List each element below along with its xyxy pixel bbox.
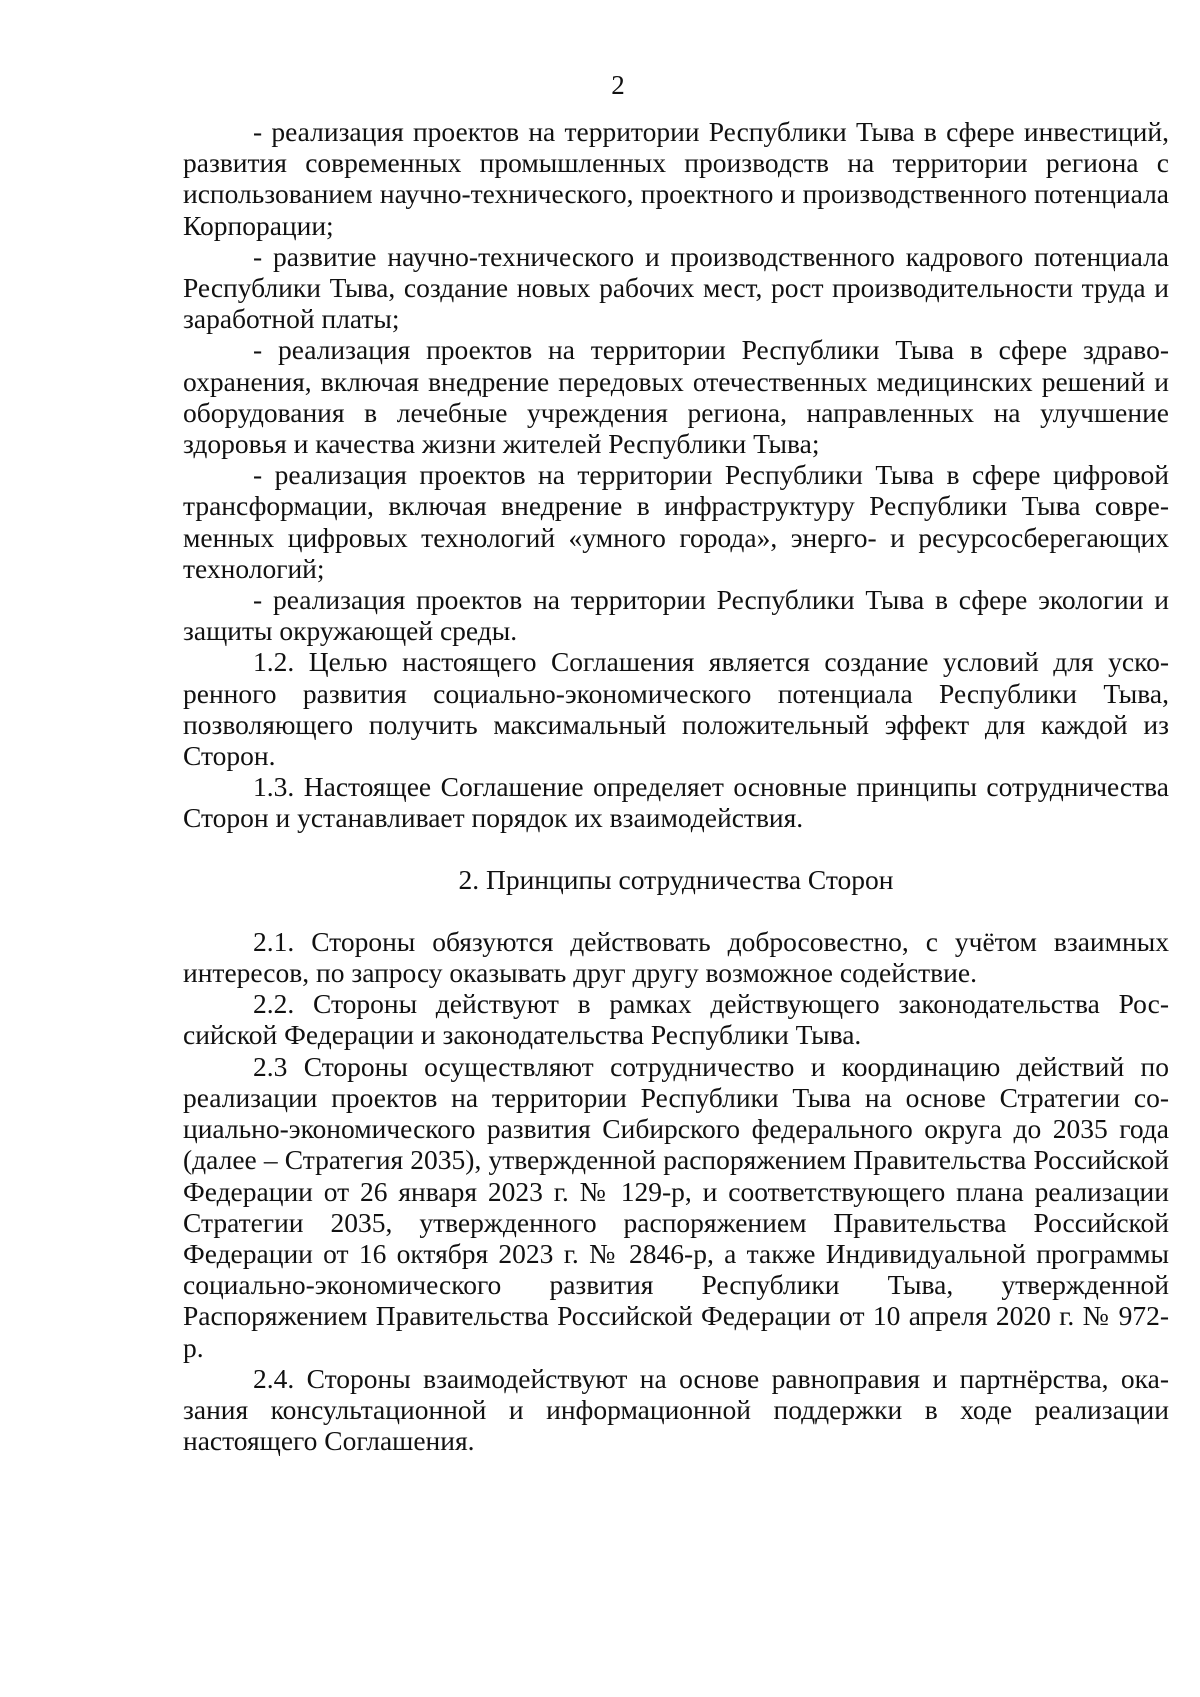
paragraph-investment-projects: - реализация проектов на территории Республики Тыва в сфере инвестиций, развития современных промышленных производств на территории региона с использованием научно-технического, проектного и производственного потенциала Корпорации; [183,116,1169,241]
section-2-heading: 2. Принципы сотрудничества Сторон [458,863,894,895]
paragraph-2-3: 2.3 Стороны осуществляют сотрудничество и координацию действий по реализации проектов на территории Республики Тыва на основе Стратегии социально-экономического развития Сибирского федерального округа до 2035 года (далее – Стратегия 2035), утвержденной распоряжением Правительства Российской Федерации от 26 января 2023 г. № 129-р, и соответствующего плана реализации Стратегии 2035, утвержденного распоряжением Правительства Российской Федерации от 16 октября 2023 г. № 2846-р, а также Индивидуальной программы социально-экономического развития Республики Тыва, утвержденной Распоряжением Правительства Российской Федерации от 10 апреля 2020 г. № 972-р. [183,1050,1169,1363]
page-number: 2 [611,70,625,100]
paragraph-1-2-goal: 1.2. Целью настоящего Соглашения является создание условий для ускоренного развития социально-экономического потенциала Республики Тыва, позволяющего получить максимальный положительный эффект для каждой из Сторон. [183,646,1169,772]
document-body [183,116,1169,1456]
paragraph-2-4: 2.4. Стороны взаимодействуют на основе равноправия и партнёрства, оказания консультационной и информационной поддержки в ходе реализации настоящего Соглашения. [183,1362,1169,1457]
paragraph-2-1: 2.1. Стороны обязуются действовать добросовестно, с учётом взаимных интересов, по запросу оказывать друг другу возможное содействие. [183,925,1169,989]
paragraph-digital-transformation: - реализация проектов на территории Республики Тыва в сфере цифровой трансформации, включая внедрение в инфраструктуру Республики Тыва современных цифровых технологий «умного города», энерго- и ресурсосберегающих технологий; [183,459,1169,584]
paragraph-2-2: 2.2. Стороны действуют в рамках действующего законодательства Российской Федерации и законодательства Республики Тыва. [183,988,1169,1051]
paragraph-ecology-projects: - реализация проектов на территории Республики Тыва в сфере экологии и защиты окружающей среды. [183,584,1169,647]
paragraph-personnel-potential: - развитие научно-технического и производственного кадрового потенциала Республики Тыва, создание новых рабочих мест, рост производительности труда и заработной платы; [183,240,1169,335]
paragraph-1-3-principles: 1.3. Настоящее Соглашение определяет основные принципы сотрудничества Сторон и устанавливает порядок их взаимодействия. [183,771,1169,834]
paragraph-healthcare-projects: - реализация проектов на территории Республики Тыва в сфере здравоохранения, включая внедрение передовых отечественных медицинских решений и оборудования в лечебные учреждения региона, направленных на улучшение здоровья и качества жизни жителей Республики Тыва; [183,334,1169,460]
